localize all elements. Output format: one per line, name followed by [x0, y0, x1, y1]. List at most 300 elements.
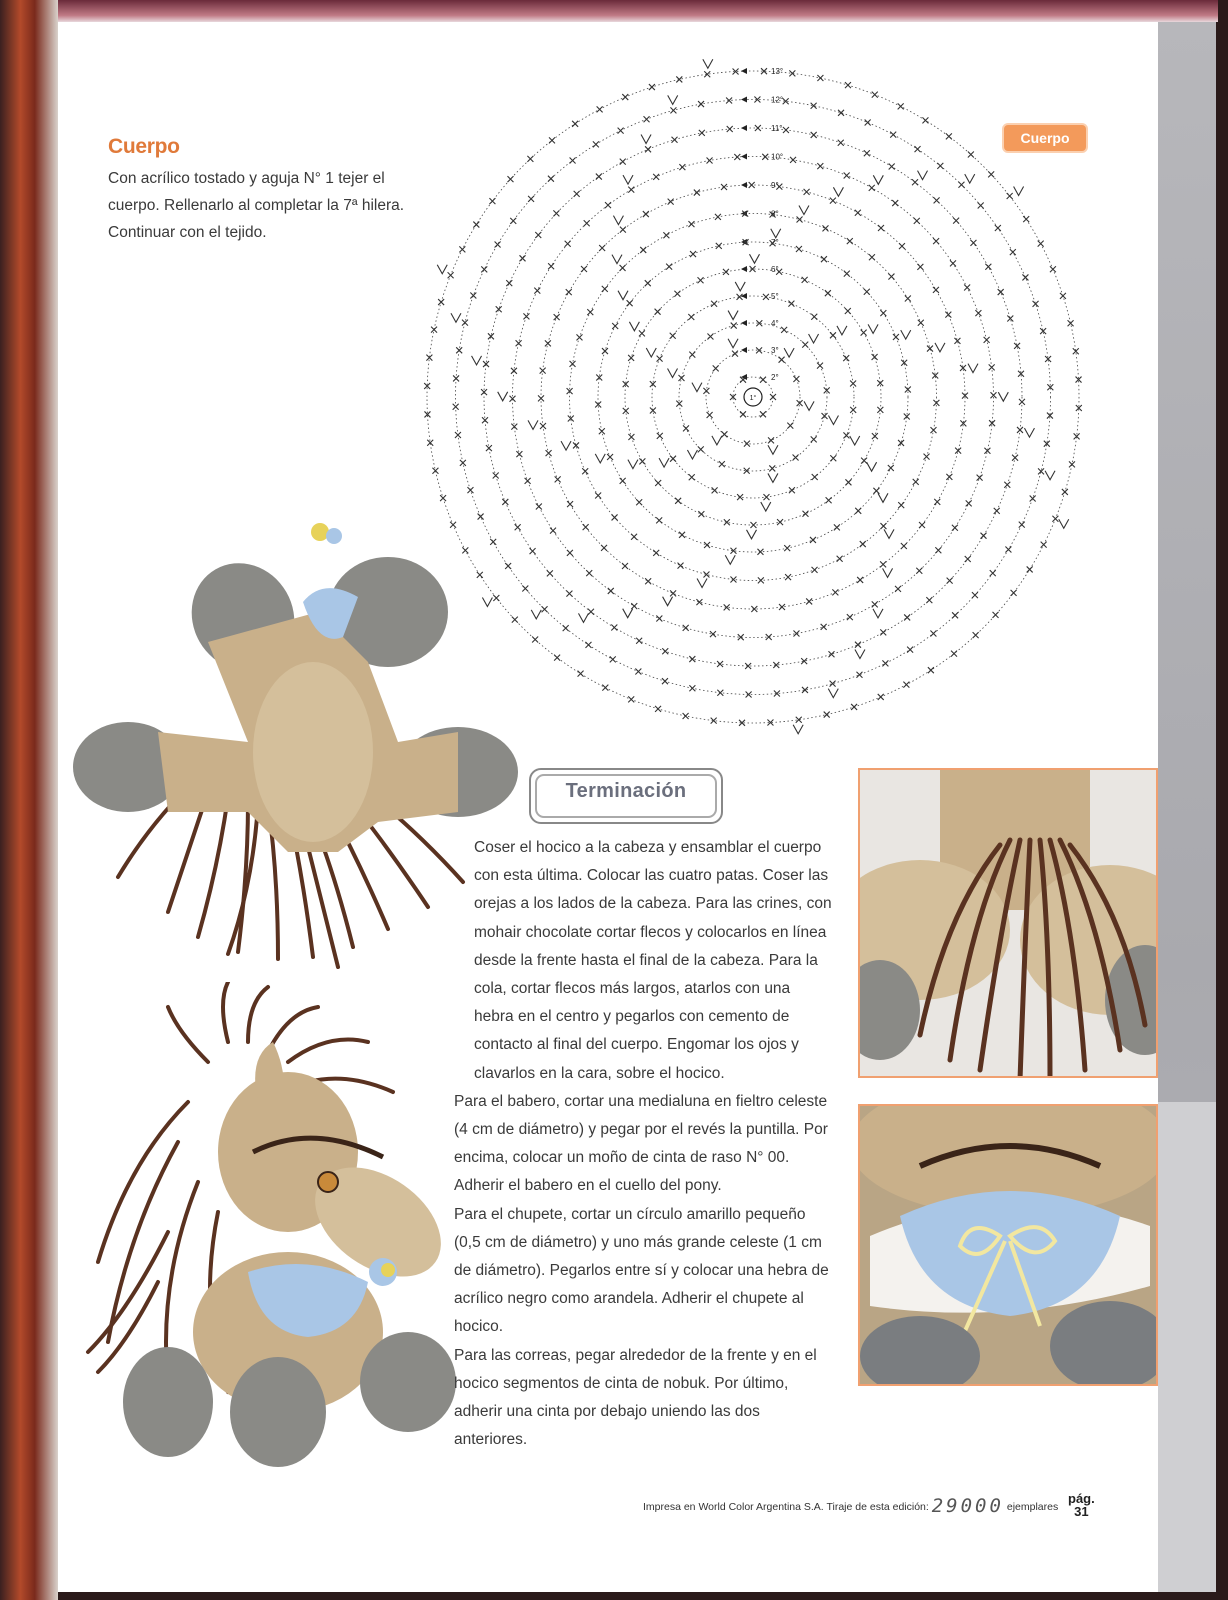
increase-mark — [833, 187, 843, 196]
stitch-mark — [993, 612, 999, 618]
stitch-mark — [554, 655, 560, 661]
stitch-mark — [802, 342, 808, 348]
stitch-mark — [898, 103, 904, 109]
stitch-mark — [608, 588, 614, 594]
stitch-mark — [536, 503, 542, 509]
stitch-mark — [631, 603, 637, 609]
diagram-row-arrow — [741, 347, 747, 353]
stitch-mark — [895, 586, 901, 592]
stitch-mark — [639, 458, 645, 464]
stitch-mark — [830, 198, 836, 204]
increase-mark — [618, 291, 628, 300]
stitch-mark — [622, 94, 628, 100]
stitch-mark — [927, 346, 933, 352]
stitch-mark — [459, 246, 465, 252]
diagram-row-label: 5° — [771, 292, 779, 301]
stitch-mark — [549, 137, 555, 143]
stitch-mark — [880, 523, 886, 529]
stitch-mark — [845, 479, 851, 485]
stitch-mark — [678, 375, 684, 381]
diagram-row-label: 2° — [771, 373, 779, 382]
stitch-mark — [877, 407, 883, 413]
stitch-mark — [1011, 590, 1017, 596]
stitch-mark — [670, 590, 676, 596]
stitch-mark — [1052, 516, 1058, 522]
stitch-mark — [585, 642, 591, 648]
stitch-mark — [899, 243, 905, 249]
stitch-mark — [904, 614, 910, 620]
stitch-mark — [668, 199, 674, 205]
stitch-mark — [570, 157, 576, 163]
stitch-mark — [972, 592, 978, 598]
stitch-mark — [653, 550, 659, 556]
stitch-mark — [510, 218, 516, 224]
stitch-mark — [716, 243, 722, 249]
stitch-mark — [717, 690, 723, 696]
stitch-mark — [779, 604, 785, 610]
stitch-mark — [481, 389, 487, 395]
stitch-mark — [672, 137, 678, 143]
increase-mark — [901, 330, 911, 339]
terminacion-paragraph: Para el chupete, cortar un círculo amarillo pequeño (0,5 cm de diámetro) y uno más grande celeste (1 cm de diámetro). Pegarlos entre sí y colocar una hebra de acrílico negro como arandela. Adherir el chupete al hocico. — [454, 1205, 829, 1336]
stitch-mark — [924, 454, 930, 460]
stitch-mark — [937, 163, 943, 169]
stitch-mark — [825, 290, 831, 296]
stitch-mark — [796, 717, 802, 723]
diagram-row-arrow — [741, 182, 747, 188]
stitch-mark — [724, 519, 730, 525]
stitch-mark — [856, 672, 862, 678]
stitch-mark — [861, 458, 867, 464]
stitch-mark — [882, 660, 888, 666]
diagram-row-label: 3° — [771, 346, 779, 355]
stitch-mark — [928, 667, 934, 673]
stitch-mark — [994, 508, 1000, 514]
stitch-mark — [675, 498, 681, 504]
stitch-mark — [977, 475, 983, 481]
stitch-mark — [952, 612, 958, 618]
stitch-mark — [670, 333, 676, 339]
stitch-mark — [865, 119, 871, 125]
page-number-value: 31 — [1074, 1504, 1089, 1519]
stitch-mark — [688, 221, 694, 227]
increase-mark — [498, 392, 508, 401]
stitch-mark — [855, 642, 861, 648]
stitch-mark — [493, 472, 499, 478]
stitch-mark — [950, 260, 956, 266]
stitch-mark — [676, 401, 682, 407]
stitch-mark — [904, 414, 910, 420]
stitch-mark — [821, 256, 827, 262]
stitch-mark — [666, 264, 672, 270]
stitch-mark — [488, 333, 494, 339]
diagram-row-label: 7° — [771, 238, 779, 247]
stitch-mark — [933, 238, 939, 244]
terminacion-title-box — [529, 768, 723, 824]
stitch-mark — [757, 549, 763, 555]
stitch-mark — [995, 225, 1001, 231]
stitch-mark — [545, 340, 551, 346]
stitch-mark — [843, 355, 849, 361]
stitch-mark — [602, 348, 608, 354]
print-info — [643, 1495, 1058, 1517]
stitch-mark — [676, 76, 682, 82]
diagram-row-label: 6° — [771, 265, 779, 274]
diagram-row-label: 9° — [771, 181, 779, 190]
stitch-mark — [740, 411, 746, 417]
stitch-mark — [455, 432, 461, 438]
stitch-mark — [576, 334, 582, 340]
increase-mark — [837, 326, 847, 335]
stitch-mark — [954, 338, 960, 344]
stitch-mark — [965, 556, 971, 562]
increase-mark — [784, 348, 794, 357]
stitch-mark — [847, 614, 853, 620]
stitch-mark — [917, 264, 923, 270]
stitch-mark — [755, 125, 761, 131]
stitch-mark — [869, 254, 875, 260]
increase-mark — [659, 458, 669, 467]
stitch-mark — [930, 427, 936, 433]
stitch-mark — [872, 601, 878, 607]
stitch-mark — [766, 634, 772, 640]
stitch-mark — [975, 310, 981, 316]
stitch-mark — [605, 202, 611, 208]
stitch-mark — [1030, 495, 1036, 501]
stitch-mark — [912, 179, 918, 185]
stitch-mark — [1019, 399, 1025, 405]
stitch-mark — [872, 433, 878, 439]
stitch-mark — [595, 492, 601, 498]
stitch-mark — [734, 154, 740, 160]
stitch-mark — [758, 577, 764, 583]
stitch-mark — [597, 106, 603, 112]
stitch-mark — [824, 387, 830, 393]
page-label: pág. — [1068, 1491, 1095, 1506]
stitch-mark — [768, 437, 774, 443]
stitch-mark — [913, 479, 919, 485]
tirada-value: 29000 — [931, 1495, 1004, 1517]
stitch-mark — [844, 172, 850, 178]
stitch-mark — [683, 713, 689, 719]
stitch-mark — [607, 454, 613, 460]
stitch-mark — [574, 191, 580, 197]
stitch-mark — [550, 528, 556, 534]
stitch-mark — [847, 238, 853, 244]
stitch-mark — [1023, 216, 1029, 222]
stitch-mark — [984, 337, 990, 343]
increase-mark — [868, 324, 878, 333]
stitch-mark — [811, 436, 817, 442]
stitch-mark — [636, 499, 642, 505]
photo-tail-detail — [858, 768, 1158, 1078]
stitch-mark — [565, 241, 571, 247]
stitch-mark — [438, 299, 444, 305]
increase-mark — [850, 436, 860, 445]
stitch-mark — [538, 395, 544, 401]
stitch-mark — [628, 355, 634, 361]
stitch-mark — [1005, 547, 1011, 553]
stitch-mark — [601, 545, 607, 551]
increase-mark — [965, 174, 975, 183]
stitch-mark — [781, 327, 787, 333]
stitch-mark — [456, 347, 462, 353]
stitch-mark — [843, 432, 849, 438]
increase-mark — [612, 255, 622, 264]
diagram-row-arrow — [741, 125, 747, 131]
stitch-mark — [707, 157, 713, 163]
increase-mark — [712, 436, 722, 445]
stitch-mark — [696, 599, 702, 605]
stitch-mark — [812, 474, 818, 480]
stitch-mark — [851, 704, 857, 710]
previous-page-edge — [58, 0, 1218, 22]
stitch-mark — [914, 218, 920, 224]
stitch-mark — [573, 442, 579, 448]
stitch-mark — [744, 441, 750, 447]
stitch-mark — [901, 543, 907, 549]
diagram-row-label: 8° — [771, 209, 779, 219]
stitch-mark — [916, 568, 922, 574]
stitch-mark — [817, 75, 823, 81]
stitch-mark — [548, 176, 554, 182]
stitch-mark — [973, 632, 979, 638]
stitch-mark — [980, 533, 986, 539]
stitch-mark — [548, 263, 554, 269]
stitch-mark — [898, 440, 904, 446]
increase-mark — [728, 339, 738, 348]
photo-bib-detail — [858, 1104, 1158, 1386]
stitch-mark — [567, 550, 573, 556]
diagram-row-arrow — [741, 320, 747, 326]
terminacion-paragraph: Coser el hocico a la cabeza y ensamblar el cuerpo con esta última. Colocar las cuatro patas. Coser las orejas a los lados de la cabeza. Para las crines, con mohair chocolate cortar flecos y colocarlos en línea desde la frente hasta el final de la cabeza. Para la cola, cortar flecos más largos, atarlos con una hebra en el centro y pegarlos con cemento de contacto al final del cuerpo. Engomar los ojos y clavarlos en la cara, sobre el hocico. — [474, 839, 832, 1082]
stitch-mark — [727, 126, 733, 132]
stitch-mark — [495, 241, 501, 247]
increase-mark — [646, 348, 656, 357]
increase-mark — [703, 59, 713, 68]
stitch-mark — [593, 141, 599, 147]
stitch-mark — [655, 309, 661, 315]
stitch-mark — [804, 189, 810, 195]
stitch-mark — [711, 301, 717, 307]
stitch-mark — [683, 625, 689, 631]
stitch-mark — [1022, 274, 1028, 280]
stitch-mark — [602, 685, 608, 691]
stitch-mark — [750, 522, 756, 528]
stitch-mark — [453, 404, 459, 410]
stitch-mark — [525, 478, 531, 484]
stitch-mark — [715, 214, 721, 220]
increase-mark — [998, 392, 1008, 401]
stitch-mark — [838, 110, 844, 116]
stitch-mark — [945, 312, 951, 318]
copies-label: ejemplares — [1006, 1501, 1059, 1513]
stitch-mark — [1007, 193, 1013, 199]
stitch-mark — [554, 314, 560, 320]
stitch-mark — [732, 351, 738, 357]
stitch-mark — [1069, 461, 1075, 467]
stitch-mark — [599, 428, 605, 434]
stitch-mark — [793, 376, 799, 382]
stitch-mark — [968, 151, 974, 157]
increase-mark — [628, 460, 638, 469]
stitch-mark — [723, 269, 729, 275]
stitch-mark — [662, 678, 668, 684]
stitch-mark — [555, 476, 561, 482]
increase-mark — [749, 254, 759, 263]
stitch-mark — [802, 277, 808, 283]
increase-mark — [799, 206, 809, 215]
stitch-mark — [1007, 316, 1013, 322]
increase-mark — [883, 568, 893, 577]
stitch-mark — [540, 423, 546, 429]
stitch-mark — [644, 116, 650, 122]
stitch-mark — [1062, 489, 1068, 495]
stitch-mark — [845, 308, 851, 314]
stitch-mark — [581, 266, 587, 272]
stitch-mark — [926, 597, 932, 603]
stitch-mark — [860, 541, 866, 547]
stitch-mark — [1033, 301, 1039, 307]
stitch-mark — [655, 480, 661, 486]
stitch-mark — [806, 598, 812, 604]
stitch-mark — [783, 127, 789, 133]
stitch-mark — [880, 561, 886, 567]
stitch-mark — [620, 227, 626, 233]
stitch-mark — [790, 157, 796, 163]
stitch-mark — [1050, 266, 1056, 272]
stitch-mark — [628, 696, 634, 702]
stitch-mark — [880, 310, 886, 316]
diagram-row-arrow — [741, 97, 747, 103]
stitch-mark — [612, 323, 618, 329]
increase-mark — [623, 175, 633, 184]
increase-mark — [728, 311, 738, 320]
stitch-mark — [620, 265, 626, 271]
stitch-mark — [540, 368, 546, 374]
stitch-mark — [721, 184, 727, 190]
book-spine — [0, 0, 58, 1600]
stitch-mark — [528, 196, 534, 202]
increase-mark — [687, 450, 697, 459]
stitch-mark — [793, 455, 799, 461]
diagram-row-label: 4° — [771, 319, 779, 328]
stitch-mark — [650, 381, 656, 387]
stitch-mark — [566, 289, 572, 295]
stitch-mark — [1017, 427, 1023, 433]
stitch-mark — [915, 146, 921, 152]
stitch-mark — [636, 638, 642, 644]
stitch-mark — [496, 306, 502, 312]
stitch-mark — [952, 525, 958, 531]
stitch-mark — [655, 706, 661, 712]
stitch-mark — [930, 631, 936, 637]
stitch-mark — [918, 320, 924, 326]
stitch-mark — [855, 210, 861, 216]
stitch-mark — [507, 176, 513, 182]
diagram-row-label: 11° — [771, 124, 783, 133]
stitch-mark — [628, 187, 634, 193]
stitch-mark — [872, 354, 878, 360]
stitch-mark — [837, 556, 843, 562]
increase-mark — [1024, 428, 1034, 437]
terminacion-title: Terminación — [565, 780, 687, 802]
stitch-mark — [838, 140, 844, 146]
magazine-page — [58, 22, 1216, 1592]
stitch-mark — [888, 465, 894, 471]
stitch-mark — [811, 103, 817, 109]
stitch-mark — [511, 368, 517, 374]
diagram-row-arrow — [741, 154, 747, 160]
increase-mark — [641, 135, 651, 144]
stitch-mark — [713, 365, 719, 371]
stitch-mark — [719, 461, 725, 467]
increase-mark — [968, 364, 978, 373]
stitch-mark — [707, 412, 713, 418]
stitch-mark — [611, 624, 617, 630]
stitch-mark — [830, 332, 836, 338]
stitch-mark — [787, 423, 793, 429]
stitch-mark — [998, 289, 1004, 295]
stitch-mark — [547, 570, 553, 576]
stitch-mark — [523, 313, 529, 319]
stitch-mark — [683, 425, 689, 431]
stitch-mark — [905, 296, 911, 302]
stitch-mark — [587, 309, 593, 315]
stitch-mark — [834, 524, 840, 530]
stitch-mark — [704, 542, 710, 548]
stitch-mark — [878, 694, 884, 700]
stitch-mark — [489, 198, 495, 204]
stitch-mark — [535, 232, 541, 238]
stitch-mark — [951, 651, 957, 657]
stitch-mark — [861, 330, 867, 336]
stitch-mark — [698, 511, 704, 517]
stitch-mark — [822, 413, 828, 419]
stitch-mark — [516, 340, 522, 346]
increase-mark — [629, 322, 639, 331]
stitch-mark — [888, 274, 894, 280]
cuerpo-instructions: Con acrílico tostado y aguja N° 1 tejer el cuerpo. Rellenarlo al completar la 7ª hilera. Continuar con el tejido. — [108, 170, 405, 241]
stitch-mark — [578, 671, 584, 677]
stitch-mark — [679, 164, 685, 170]
stitch-mark — [427, 440, 433, 446]
stitch-mark — [947, 578, 953, 584]
stitch-mark — [620, 159, 626, 165]
stitch-mark — [431, 327, 437, 333]
stitch-mark — [898, 502, 904, 508]
stitch-mark — [567, 501, 573, 507]
increase-mark — [613, 216, 623, 225]
stitch-mark — [966, 500, 972, 506]
page-number — [1068, 1492, 1095, 1518]
increase-mark — [768, 445, 778, 454]
section-tab: Cuerpo — [1002, 123, 1088, 153]
stitch-mark — [934, 499, 940, 505]
stitch-mark — [566, 591, 572, 597]
stitch-mark — [873, 488, 879, 494]
stitch-mark — [1073, 348, 1079, 354]
increase-mark — [935, 343, 945, 352]
increase-mark — [531, 610, 541, 619]
increase-mark — [761, 502, 771, 511]
stitch-mark — [802, 511, 808, 517]
increase-mark — [828, 689, 838, 698]
stitch-mark — [763, 494, 769, 500]
stitch-mark — [970, 240, 976, 246]
stitch-mark — [737, 294, 743, 300]
stitch-mark — [922, 117, 928, 123]
